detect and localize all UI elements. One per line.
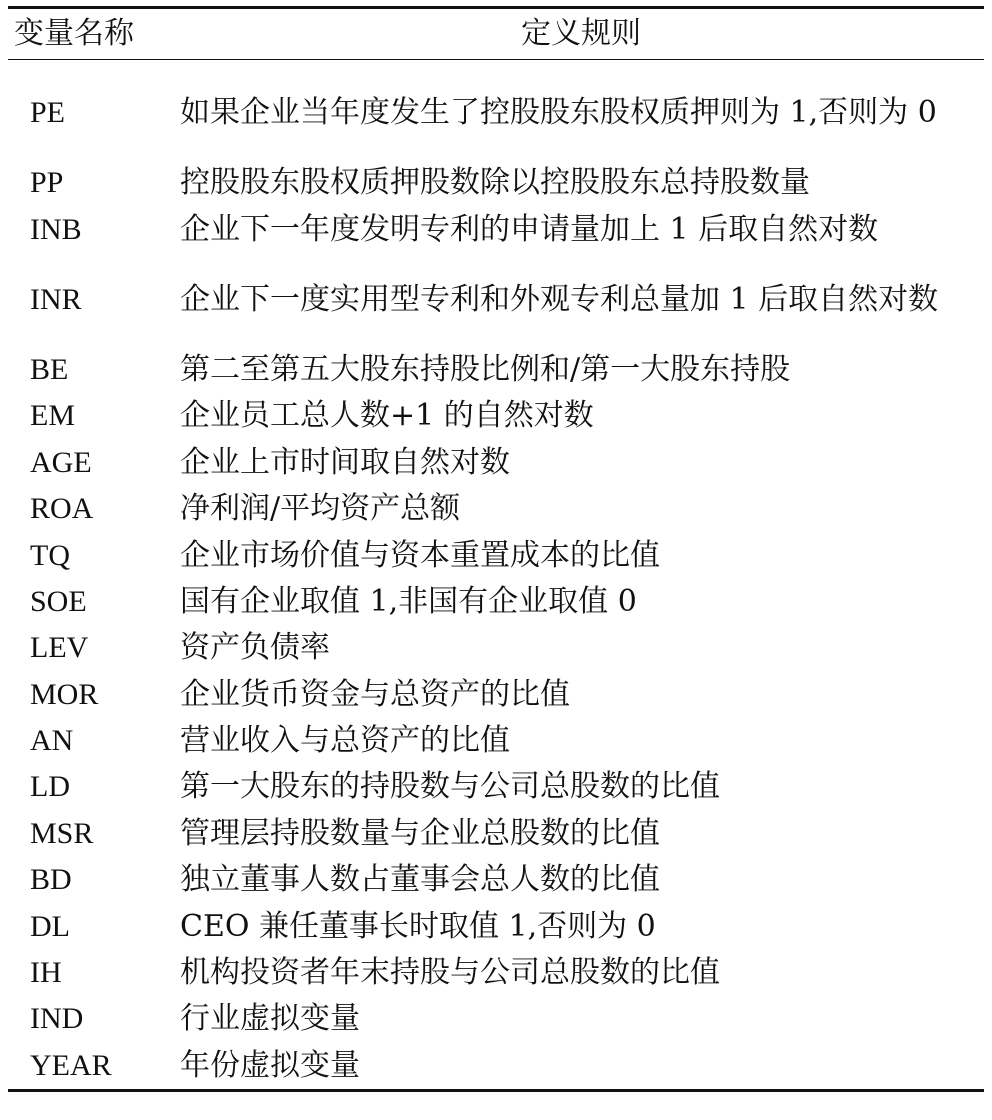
variable-name-cell: LD bbox=[30, 770, 70, 804]
definition-cell: 第二至第五大股东持股比例和/第一大股东持股 bbox=[180, 351, 791, 387]
header-row bbox=[8, 8, 984, 60]
definition-cell: 第一大股东的持股数与公司总股数的比值 bbox=[180, 769, 720, 805]
definition-cell: 管理层持股数量与企业总股数的比值 bbox=[180, 815, 660, 851]
definition-cell: 年份虚拟变量 bbox=[180, 1047, 360, 1083]
header-definition-rule: 定义规则 bbox=[521, 16, 641, 51]
definition-cell: 企业上市时间取自然对数 bbox=[180, 444, 510, 480]
variable-name-cell: ROA bbox=[30, 492, 94, 526]
table-row bbox=[8, 253, 984, 347]
table-row bbox=[8, 440, 984, 486]
table-row bbox=[8, 764, 984, 810]
variable-name-cell: LEV bbox=[30, 631, 89, 665]
definition-cell: 净利润/平均资产总额 bbox=[180, 491, 461, 527]
definition-cell: 企业员工总人数+1 的自然对数 bbox=[180, 398, 594, 434]
variable-name-cell: TQ bbox=[30, 538, 70, 572]
variable-name-cell: PP bbox=[30, 166, 64, 200]
definition-cell: 如果企业当年度发生了控股股东股权质押则为 1,否则为 0 bbox=[180, 95, 937, 130]
variable-name-cell: YEAR bbox=[30, 1048, 112, 1082]
table-row bbox=[8, 672, 984, 718]
table-row bbox=[8, 347, 984, 393]
table-row bbox=[8, 1043, 984, 1091]
definition-cell: 企业市场价值与资本重置成本的比值 bbox=[180, 537, 660, 573]
variable-name-cell: AN bbox=[30, 724, 74, 758]
variable-name-cell: IH bbox=[30, 956, 62, 990]
table-row bbox=[8, 996, 984, 1042]
table-row bbox=[8, 579, 984, 625]
table-row bbox=[8, 206, 984, 252]
variable-name-cell: MOR bbox=[30, 677, 99, 711]
table-row bbox=[8, 857, 984, 903]
table-row bbox=[8, 625, 984, 671]
definition-cell: 资产负债率 bbox=[180, 630, 330, 666]
definition-cell: CEO 兼任董事长时取值 1,否则为 0 bbox=[180, 908, 656, 944]
definition-cell: 企业下一度实用型专利和外观专利总量加 1 后取自然对数 bbox=[180, 281, 939, 317]
variable-name-cell: SOE bbox=[30, 584, 87, 618]
header-variable-name: 变量名称 bbox=[14, 16, 134, 51]
table-row bbox=[8, 160, 984, 206]
definition-cell: 营业收入与总资产的比值 bbox=[180, 723, 510, 759]
variable-name-cell: EM bbox=[30, 399, 75, 433]
variable-name-cell: INR bbox=[30, 282, 82, 316]
table-row bbox=[8, 811, 984, 857]
variable-name-cell: DL bbox=[30, 909, 70, 943]
variable-definition-table bbox=[8, 6, 984, 1092]
definition-cell: 企业下一年度发明专利的申请量加上 1 后取自然对数 bbox=[180, 211, 879, 247]
variable-name-cell: IND bbox=[30, 1002, 84, 1036]
table-row bbox=[8, 60, 984, 161]
table-row bbox=[8, 393, 984, 439]
definition-cell: 机构投资者年末持股与公司总股数的比值 bbox=[180, 955, 720, 991]
table-row bbox=[8, 718, 984, 764]
table-row bbox=[8, 950, 984, 996]
variable-name-cell: PE bbox=[30, 96, 66, 129]
definition-cell: 控股股东股权质押股数除以控股股东总持股数量 bbox=[180, 165, 810, 201]
definition-cell: 企业货币资金与总资产的比值 bbox=[180, 676, 570, 712]
definition-cell: 行业虚拟变量 bbox=[180, 1001, 360, 1037]
variable-name-cell: INB bbox=[30, 212, 82, 246]
variable-name-cell: BD bbox=[30, 863, 72, 897]
definition-cell: 独立董事人数占董事会总人数的比值 bbox=[180, 862, 660, 898]
variable-name-cell: AGE bbox=[30, 445, 92, 479]
table-row bbox=[8, 903, 984, 949]
variable-name-cell: MSR bbox=[30, 816, 94, 850]
definition-cell: 国有企业取值 1,非国有企业取值 0 bbox=[180, 583, 637, 619]
variable-name-cell: BE bbox=[30, 352, 69, 386]
table-row bbox=[8, 486, 984, 532]
table-row bbox=[8, 532, 984, 578]
